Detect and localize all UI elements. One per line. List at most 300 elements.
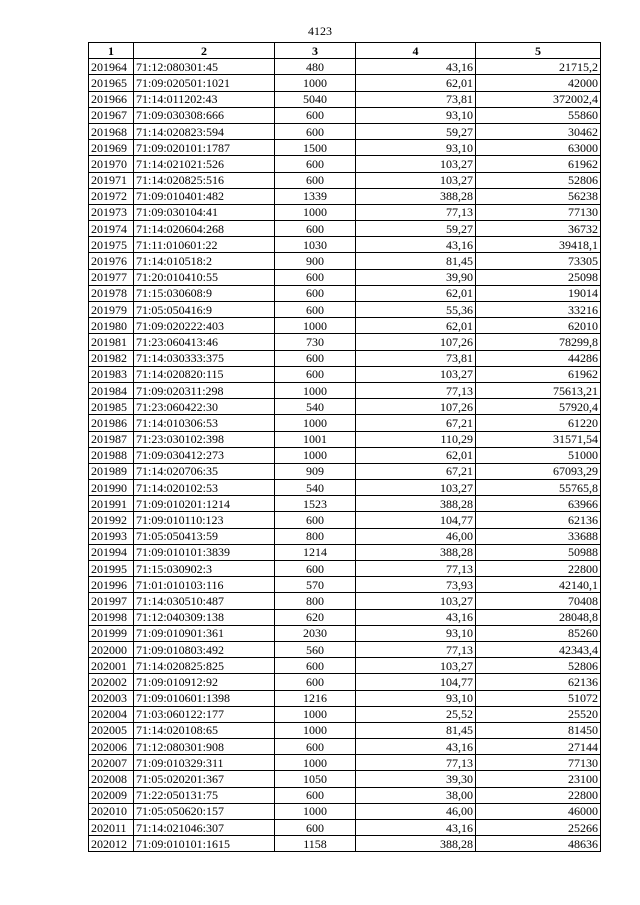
rate-cell: 46,00: [356, 803, 476, 819]
value-cell: 42140,1: [476, 577, 601, 593]
table-row: [89, 820, 601, 836]
value-cell: 42000: [476, 75, 601, 91]
area-cell: 900: [275, 253, 356, 269]
area-cell: 1000: [275, 755, 356, 771]
cadastral-number-cell: 71:09:010101:1615: [134, 836, 275, 852]
table-row: [89, 382, 601, 398]
rate-cell: 62,01: [356, 75, 476, 91]
rate-cell: 93,10: [356, 107, 476, 123]
rate-cell: 110,29: [356, 431, 476, 447]
area-cell: 909: [275, 463, 356, 479]
cadastral-number-cell: 71:09:030104:41: [134, 204, 275, 220]
cadastral-number-cell: 71:09:010401:482: [134, 188, 275, 204]
cadastral-number-cell: 71:14:020825:516: [134, 172, 275, 188]
table-row: [89, 285, 601, 301]
rate-cell: 43,16: [356, 59, 476, 75]
cadastral-number-cell: 71:23:060422:30: [134, 399, 275, 415]
table-row: [89, 512, 601, 528]
value-cell: 51072: [476, 690, 601, 706]
table-row: [89, 91, 601, 107]
value-cell: 73305: [476, 253, 601, 269]
table-row: [89, 690, 601, 706]
value-cell: 22800: [476, 787, 601, 803]
column-header-4: 4: [356, 43, 476, 59]
value-cell: 57920,4: [476, 399, 601, 415]
row-number-cell: 201997: [89, 593, 134, 609]
value-cell: 52806: [476, 172, 601, 188]
rate-cell: 81,45: [356, 722, 476, 738]
area-cell: 600: [275, 350, 356, 366]
table-header-row: [89, 43, 601, 59]
table-row: [89, 237, 601, 253]
table-row: [89, 269, 601, 285]
area-cell: 600: [275, 107, 356, 123]
area-cell: 1000: [275, 706, 356, 722]
rate-cell: 388,28: [356, 544, 476, 560]
area-cell: 600: [275, 820, 356, 836]
area-cell: 620: [275, 609, 356, 625]
area-cell: 1030: [275, 237, 356, 253]
cadastral-number-cell: 71:15:030608:9: [134, 285, 275, 301]
value-cell: 23100: [476, 771, 601, 787]
value-cell: 51000: [476, 447, 601, 463]
rate-cell: 388,28: [356, 188, 476, 204]
cadastral-number-cell: 71:14:011202:43: [134, 91, 275, 107]
area-cell: 570: [275, 577, 356, 593]
column-header-5: 5: [476, 43, 601, 59]
row-number-cell: 201991: [89, 496, 134, 512]
area-cell: 5040: [275, 91, 356, 107]
area-cell: 1339: [275, 188, 356, 204]
value-cell: 50988: [476, 544, 601, 560]
value-cell: 77130: [476, 755, 601, 771]
row-number-cell: 201970: [89, 156, 134, 172]
value-cell: 39418,1: [476, 237, 601, 253]
rate-cell: 38,00: [356, 787, 476, 803]
row-number-cell: 201988: [89, 447, 134, 463]
area-cell: 1500: [275, 140, 356, 156]
area-cell: 1000: [275, 447, 356, 463]
rate-cell: 59,27: [356, 123, 476, 139]
area-cell: 600: [275, 123, 356, 139]
table-row: [89, 172, 601, 188]
cadastral-number-cell: 71:14:020823:594: [134, 123, 275, 139]
rate-cell: 93,10: [356, 625, 476, 641]
area-cell: 1216: [275, 690, 356, 706]
area-cell: 600: [275, 269, 356, 285]
row-number-cell: 201972: [89, 188, 134, 204]
table-row: [89, 156, 601, 172]
row-number-cell: 201994: [89, 544, 134, 560]
row-number-cell: 201974: [89, 221, 134, 237]
cadastral-number-cell: 71:05:050620:157: [134, 803, 275, 819]
rate-cell: 388,28: [356, 836, 476, 852]
rate-cell: 104,77: [356, 512, 476, 528]
rate-cell: 77,13: [356, 204, 476, 220]
value-cell: 19014: [476, 285, 601, 301]
cadastral-number-cell: 71:05:020201:367: [134, 771, 275, 787]
table-row: [89, 221, 601, 237]
rate-cell: 388,28: [356, 496, 476, 512]
area-cell: 800: [275, 528, 356, 544]
table-row: [89, 188, 601, 204]
row-number-cell: 201979: [89, 302, 134, 318]
rate-cell: 73,81: [356, 350, 476, 366]
cadastral-number-cell: 71:09:020222:403: [134, 318, 275, 334]
row-number-cell: 201993: [89, 528, 134, 544]
area-cell: 1000: [275, 415, 356, 431]
cadastral-number-cell: 71:23:030102:398: [134, 431, 275, 447]
value-cell: 61220: [476, 415, 601, 431]
row-number-cell: 201992: [89, 512, 134, 528]
rate-cell: 77,13: [356, 641, 476, 657]
area-cell: 2030: [275, 625, 356, 641]
rate-cell: 67,21: [356, 463, 476, 479]
table-row: [89, 204, 601, 220]
value-cell: 81450: [476, 722, 601, 738]
cadastral-number-cell: 71:09:020101:1787: [134, 140, 275, 156]
row-number-cell: 202000: [89, 641, 134, 657]
cadastral-number-cell: 71:14:021021:526: [134, 156, 275, 172]
table-row: [89, 674, 601, 690]
table-row: [89, 123, 601, 139]
rate-cell: 103,27: [356, 658, 476, 674]
cadastral-number-cell: 71:09:020311:298: [134, 382, 275, 398]
row-number-cell: 201978: [89, 285, 134, 301]
cadastral-number-cell: 71:09:010601:1398: [134, 690, 275, 706]
area-cell: 480: [275, 59, 356, 75]
rate-cell: 39,30: [356, 771, 476, 787]
area-cell: 1001: [275, 431, 356, 447]
value-cell: 61962: [476, 156, 601, 172]
table-row: [89, 399, 601, 415]
cadastral-number-cell: 71:14:020108:65: [134, 722, 275, 738]
value-cell: 22800: [476, 561, 601, 577]
row-number-cell: 202009: [89, 787, 134, 803]
rate-cell: 103,27: [356, 480, 476, 496]
value-cell: 77130: [476, 204, 601, 220]
table-row: [89, 528, 601, 544]
value-cell: 62136: [476, 512, 601, 528]
value-cell: 63966: [476, 496, 601, 512]
row-number-cell: 201995: [89, 561, 134, 577]
row-number-cell: 202010: [89, 803, 134, 819]
cadastral-value-table: [88, 42, 601, 852]
cadastral-number-cell: 71:14:021046:307: [134, 820, 275, 836]
value-cell: 55860: [476, 107, 601, 123]
area-cell: 1158: [275, 836, 356, 852]
rate-cell: 73,81: [356, 91, 476, 107]
cadastral-number-cell: 71:05:050413:59: [134, 528, 275, 544]
row-number-cell: 202012: [89, 836, 134, 852]
value-cell: 25266: [476, 820, 601, 836]
area-cell: 600: [275, 561, 356, 577]
table-row: [89, 431, 601, 447]
table-row: [89, 318, 601, 334]
row-number-cell: 202008: [89, 771, 134, 787]
area-cell: 730: [275, 334, 356, 350]
row-number-cell: 201975: [89, 237, 134, 253]
area-cell: 1214: [275, 544, 356, 560]
row-number-cell: 201984: [89, 382, 134, 398]
area-cell: 1000: [275, 75, 356, 91]
table-row: [89, 561, 601, 577]
area-cell: 600: [275, 285, 356, 301]
area-cell: 1523: [275, 496, 356, 512]
table-row: [89, 771, 601, 787]
cadastral-number-cell: 71:01:010103:116: [134, 577, 275, 593]
table-row: [89, 463, 601, 479]
area-cell: 540: [275, 480, 356, 496]
row-number-cell: 201983: [89, 366, 134, 382]
row-number-cell: 201966: [89, 91, 134, 107]
rate-cell: 73,93: [356, 577, 476, 593]
page-number: 4123: [308, 24, 332, 38]
cadastral-number-cell: 71:14:010306:53: [134, 415, 275, 431]
cadastral-number-cell: 71:09:020501:1021: [134, 75, 275, 91]
table-row: [89, 706, 601, 722]
rate-cell: 46,00: [356, 528, 476, 544]
row-number-cell: 201999: [89, 625, 134, 641]
cadastral-number-cell: 71:14:020820:115: [134, 366, 275, 382]
cadastral-number-cell: 71:12:080301:908: [134, 739, 275, 755]
rate-cell: 43,16: [356, 820, 476, 836]
row-number-cell: 201971: [89, 172, 134, 188]
row-number-cell: 202001: [89, 658, 134, 674]
rate-cell: 43,16: [356, 609, 476, 625]
area-cell: 600: [275, 221, 356, 237]
area-cell: 600: [275, 674, 356, 690]
table-row: [89, 350, 601, 366]
area-cell: 1000: [275, 318, 356, 334]
rate-cell: 39,90: [356, 269, 476, 285]
cadastral-number-cell: 71:09:030412:273: [134, 447, 275, 463]
value-cell: 56238: [476, 188, 601, 204]
cadastral-number-cell: 71:14:020102:53: [134, 480, 275, 496]
area-cell: 1050: [275, 771, 356, 787]
row-number-cell: 202003: [89, 690, 134, 706]
row-number-cell: 201967: [89, 107, 134, 123]
rate-cell: 107,26: [356, 399, 476, 415]
rate-cell: 43,16: [356, 739, 476, 755]
value-cell: 33688: [476, 528, 601, 544]
cadastral-number-cell: 71:09:010901:361: [134, 625, 275, 641]
table-row: [89, 593, 601, 609]
cadastral-number-cell: 71:03:060122:177: [134, 706, 275, 722]
rate-cell: 93,10: [356, 140, 476, 156]
area-cell: 1000: [275, 204, 356, 220]
area-cell: 600: [275, 156, 356, 172]
cadastral-number-cell: 71:15:030902:3: [134, 561, 275, 577]
row-number-cell: 201981: [89, 334, 134, 350]
area-cell: 600: [275, 787, 356, 803]
value-cell: 25520: [476, 706, 601, 722]
area-cell: 600: [275, 302, 356, 318]
cadastral-number-cell: 71:09:030308:666: [134, 107, 275, 123]
value-cell: 36732: [476, 221, 601, 237]
value-cell: 31571,54: [476, 431, 601, 447]
row-number-cell: 201980: [89, 318, 134, 334]
value-cell: 55765,8: [476, 480, 601, 496]
table-row: [89, 641, 601, 657]
area-cell: 560: [275, 641, 356, 657]
value-cell: 67093,29: [476, 463, 601, 479]
area-cell: 600: [275, 658, 356, 674]
row-number-cell: 201977: [89, 269, 134, 285]
value-cell: 21715,2: [476, 59, 601, 75]
value-cell: 61962: [476, 366, 601, 382]
table-row: [89, 59, 601, 75]
table-row: [89, 625, 601, 641]
cadastral-number-cell: 71:22:050131:75: [134, 787, 275, 803]
row-number-cell: 202006: [89, 739, 134, 755]
value-cell: 48636: [476, 836, 601, 852]
rate-cell: 93,10: [356, 690, 476, 706]
cadastral-number-cell: 71:23:060413:46: [134, 334, 275, 350]
row-number-cell: 201996: [89, 577, 134, 593]
rate-cell: 62,01: [356, 318, 476, 334]
table-row: [89, 836, 601, 852]
cadastral-number-cell: 71:12:080301:45: [134, 59, 275, 75]
value-cell: 78299,8: [476, 334, 601, 350]
value-cell: 372002,4: [476, 91, 601, 107]
value-cell: 27144: [476, 739, 601, 755]
rate-cell: 77,13: [356, 561, 476, 577]
rate-cell: 103,27: [356, 593, 476, 609]
row-number-cell: 201990: [89, 480, 134, 496]
value-cell: 52806: [476, 658, 601, 674]
value-cell: 44286: [476, 350, 601, 366]
rate-cell: 103,27: [356, 156, 476, 172]
row-number-cell: 201965: [89, 75, 134, 91]
area-cell: 800: [275, 593, 356, 609]
cadastral-number-cell: 71:09:010101:3839: [134, 544, 275, 560]
table-row: [89, 334, 601, 350]
cadastral-number-cell: 71:14:020825:825: [134, 658, 275, 674]
row-number-cell: 202002: [89, 674, 134, 690]
row-number-cell: 202007: [89, 755, 134, 771]
rate-cell: 77,13: [356, 382, 476, 398]
table-row: [89, 253, 601, 269]
cadastral-number-cell: 71:09:010201:1214: [134, 496, 275, 512]
value-cell: 62010: [476, 318, 601, 334]
row-number-cell: 201998: [89, 609, 134, 625]
value-cell: 33216: [476, 302, 601, 318]
table-row: [89, 75, 601, 91]
value-cell: 30462: [476, 123, 601, 139]
table-row: [89, 480, 601, 496]
value-cell: 75613,21: [476, 382, 601, 398]
area-cell: 600: [275, 366, 356, 382]
column-header-3: 3: [275, 43, 356, 59]
rate-cell: 77,13: [356, 755, 476, 771]
table-row: [89, 107, 601, 123]
table-row: [89, 577, 601, 593]
cadastral-number-cell: 71:14:030333:375: [134, 350, 275, 366]
table-row: [89, 496, 601, 512]
value-cell: 62136: [476, 674, 601, 690]
row-number-cell: 202011: [89, 820, 134, 836]
table-row: [89, 755, 601, 771]
row-number-cell: 201968: [89, 123, 134, 139]
cadastral-number-cell: 71:14:010518:2: [134, 253, 275, 269]
row-number-cell: 201985: [89, 399, 134, 415]
rate-cell: 62,01: [356, 447, 476, 463]
value-cell: 85260: [476, 625, 601, 641]
rate-cell: 103,27: [356, 172, 476, 188]
area-cell: 1000: [275, 803, 356, 819]
table-row: [89, 302, 601, 318]
value-cell: 28048,8: [476, 609, 601, 625]
value-cell: 46000: [476, 803, 601, 819]
table-row: [89, 803, 601, 819]
table-row: [89, 140, 601, 156]
cadastral-number-cell: 71:09:010329:311: [134, 755, 275, 771]
cadastral-number-cell: 71:05:050416:9: [134, 302, 275, 318]
rate-cell: 43,16: [356, 237, 476, 253]
row-number-cell: 201989: [89, 463, 134, 479]
rate-cell: 55,36: [356, 302, 476, 318]
rate-cell: 104,77: [356, 674, 476, 690]
row-number-cell: 202004: [89, 706, 134, 722]
table-row: [89, 739, 601, 755]
cadastral-number-cell: 71:09:010110:123: [134, 512, 275, 528]
column-header-1: 1: [89, 43, 134, 59]
cadastral-number-cell: 71:14:020706:35: [134, 463, 275, 479]
table-row: [89, 415, 601, 431]
rate-cell: 67,21: [356, 415, 476, 431]
cadastral-number-cell: 71:14:030510:487: [134, 593, 275, 609]
row-number-cell: 201969: [89, 140, 134, 156]
table-row: [89, 722, 601, 738]
rate-cell: 103,27: [356, 366, 476, 382]
area-cell: 1000: [275, 722, 356, 738]
row-number-cell: 202005: [89, 722, 134, 738]
rate-cell: 107,26: [356, 334, 476, 350]
area-cell: 600: [275, 172, 356, 188]
rate-cell: 25,52: [356, 706, 476, 722]
row-number-cell: 201987: [89, 431, 134, 447]
cadastral-number-cell: 71:20:010410:55: [134, 269, 275, 285]
row-number-cell: 201973: [89, 204, 134, 220]
cadastral-number-cell: 71:09:010912:92: [134, 674, 275, 690]
table-row: [89, 366, 601, 382]
rate-cell: 59,27: [356, 221, 476, 237]
table-row: [89, 787, 601, 803]
value-cell: 63000: [476, 140, 601, 156]
cadastral-number-cell: 71:09:010803:492: [134, 641, 275, 657]
rate-cell: 81,45: [356, 253, 476, 269]
value-cell: 42343,4: [476, 641, 601, 657]
area-cell: 600: [275, 739, 356, 755]
row-number-cell: 201964: [89, 59, 134, 75]
column-header-2: 2: [134, 43, 275, 59]
area-cell: 1000: [275, 382, 356, 398]
row-number-cell: 201986: [89, 415, 134, 431]
area-cell: 600: [275, 512, 356, 528]
row-number-cell: 201982: [89, 350, 134, 366]
cadastral-number-cell: 71:14:020604:268: [134, 221, 275, 237]
value-cell: 70408: [476, 593, 601, 609]
cadastral-number-cell: 71:11:010601:22: [134, 237, 275, 253]
table-row: [89, 658, 601, 674]
row-number-cell: 201976: [89, 253, 134, 269]
table-row: [89, 609, 601, 625]
table-row: [89, 447, 601, 463]
rate-cell: 62,01: [356, 285, 476, 301]
cadastral-number-cell: 71:12:040309:138: [134, 609, 275, 625]
area-cell: 540: [275, 399, 356, 415]
